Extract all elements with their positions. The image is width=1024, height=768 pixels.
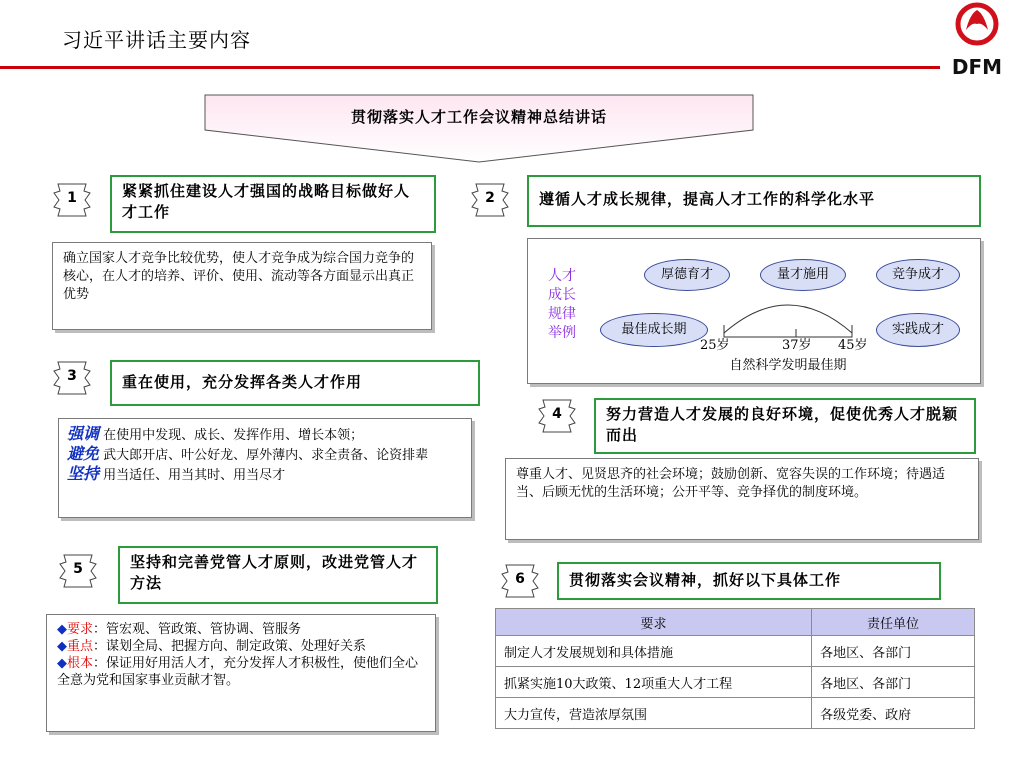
oval-houde: 厚德育才: [644, 259, 730, 291]
section-4-number: 4: [552, 406, 562, 422]
party-kw-2: 重点: [67, 639, 94, 654]
section-6-heading: 贯彻落实会议精神，抓好以下具体工作: [557, 562, 941, 600]
oval-jingzheng: 竞争成才: [876, 259, 960, 291]
use-kw-1: 强调: [67, 424, 100, 443]
banner-text: 贯彻落实人才工作会议精神总结讲话: [350, 108, 607, 126]
section-1-number: 1: [67, 190, 77, 206]
header-responsible: 责任单位: [812, 609, 975, 636]
use-text-3: 用当适任、用当其时、用当尽才: [103, 468, 286, 483]
use-text-1: 在使用中发现、成长、发挥作用、增长本领；: [103, 428, 364, 443]
oval-shijian: 实践成才: [876, 313, 960, 347]
use-line-avoid: [67, 445, 463, 465]
task-table-grid: [495, 608, 975, 729]
section-5-badge: [58, 553, 98, 589]
table-row: [496, 698, 975, 729]
table-cell: 大力宣传，营造浓厚氛围: [496, 698, 812, 729]
section-6-number: 6: [515, 571, 525, 587]
table-row: [496, 636, 975, 667]
table-cell: 制定人才发展规划和具体措施: [496, 636, 812, 667]
age-25: 25岁: [700, 338, 730, 353]
section-4-badge: [537, 398, 577, 434]
party-panel: [46, 614, 436, 732]
section-1-body: 确立国家人才竞争比较优势，使人才竞争成为综合国力竞争的核心，在人才的培养、评价、使用、流动等各方面显示出真正优势: [52, 242, 432, 330]
use-kw-3: 坚持: [67, 464, 100, 483]
page-title: 习近平讲话主要内容: [62, 28, 251, 52]
growth-caption: 自然科学发明最佳期: [729, 358, 847, 373]
header-requirement: 要求: [496, 609, 812, 636]
party-kw-1: 要求: [67, 622, 94, 637]
use-line-adhere: [67, 465, 463, 485]
party-line-focus: ◆重点：谋划全局、把握方向、制定政策、处理好关系: [57, 639, 367, 654]
section-3-number: 3: [67, 368, 77, 384]
table-cell: 各级党委、政府: [812, 698, 975, 729]
section-1-badge: [52, 182, 92, 218]
section-2-heading: 遵循人才成长规律，提高人才工作的科学化水平: [527, 175, 981, 227]
use-text-2: 武大郎开店、叶公好龙、厚外薄内、求全责备、论资排辈: [103, 448, 429, 463]
growth-side-label: 人才成长规律举例: [548, 268, 576, 341]
logo-lettering: DFM: [951, 55, 1003, 79]
table-header-row: [496, 609, 975, 636]
table-cell: 各地区、各部门: [812, 636, 975, 667]
section-2-number: 2: [485, 190, 495, 206]
oval-best-period: 最佳成长期: [600, 313, 708, 347]
section-5-number: 5: [73, 561, 83, 577]
banner: [204, 94, 754, 164]
age-37: 37岁: [782, 338, 812, 353]
oval-liangcai: 量才施用: [760, 259, 846, 291]
dfm-logo: [930, 0, 1024, 80]
use-line-emphasize: [67, 425, 463, 445]
party-line-fundamental: ◆根本：保证用好用活人才，充分发挥人才积极性，使他们全心全意为党和国家事业贡献才智。: [57, 656, 419, 688]
section-3-badge: [52, 360, 92, 396]
section-1-heading: 紧紧抓住建设人才强国的战略目标做好人才工作: [110, 175, 436, 233]
section-6-badge: [500, 563, 540, 599]
section-4-body: 尊重人才、见贤思齐的社会环境；鼓励创新、宽容失误的工作环境；待遇适当、后顾无忧的生活环境；公开平等、竞争择优的制度环境。: [505, 458, 979, 540]
section-5-heading: 坚持和完善党管人才原则，改进党管人才方法: [118, 546, 438, 604]
party-text-3: ：保证用好用活人才，充分发挥人才积极性，使他们全心全意为党和国家事业贡献才智。: [57, 656, 419, 688]
party-line-requirement: ◆要求：管宏观、管政策、管协调、管服务: [57, 622, 302, 637]
age-45: 45岁: [838, 338, 868, 353]
table-cell: 抓紧实施10大政策、12项重大人才工程: [496, 667, 812, 698]
section-4-heading: 努力营造人才发展的良好环境，促使优秀人才脱颖而出: [594, 398, 976, 454]
party-text-2: ：谋划全局、把握方向、制定政策、处理好关系: [93, 639, 367, 654]
task-table: [495, 608, 975, 729]
party-text-1: ：管宏观、管政策、管协调、管服务: [93, 622, 302, 637]
growth-panel: [527, 238, 981, 384]
party-kw-3: 根本: [67, 656, 94, 671]
table-row: [496, 667, 975, 698]
growth-curve: [718, 295, 858, 343]
use-kw-2: 避免: [67, 444, 100, 463]
use-panel: [58, 418, 472, 518]
section-2-badge: [470, 182, 510, 218]
section-3-heading: 重在使用，充分发挥各类人才作用: [110, 360, 480, 406]
table-cell: 各地区、各部门: [812, 667, 975, 698]
title-divider: [0, 66, 940, 69]
